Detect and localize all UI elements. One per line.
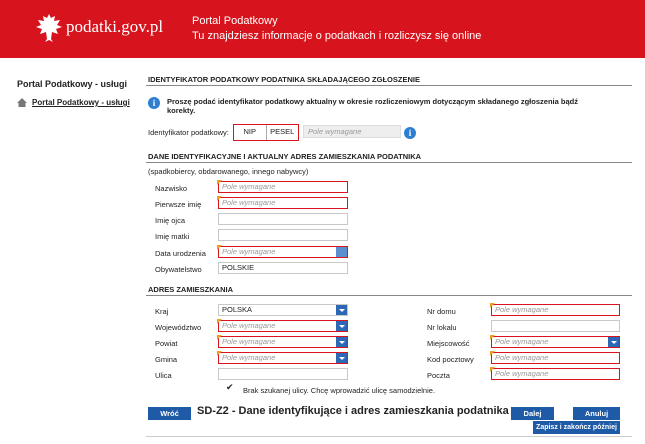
voivodeship-select[interactable]: Pole wymagane xyxy=(218,320,348,332)
nip-option[interactable]: NIP xyxy=(234,125,267,140)
chevron-down-icon[interactable] xyxy=(336,305,347,315)
country-select[interactable]: POLSKA xyxy=(218,304,348,316)
chevron-down-icon[interactable] xyxy=(336,321,347,331)
header-title: Portal Podatkowy xyxy=(192,15,278,27)
divider xyxy=(146,162,632,163)
apartment-number-input[interactable] xyxy=(491,320,620,332)
personal-note: (spadkobiercy, obdarowanego, innego nabywcy) xyxy=(148,167,309,176)
street-input[interactable] xyxy=(218,368,348,380)
commune-select[interactable]: Pole wymagane xyxy=(218,352,348,364)
chevron-down-icon[interactable] xyxy=(608,337,619,347)
post-office-label: Poczta xyxy=(427,371,450,380)
identifier-input[interactable]: Pole wymagane xyxy=(303,125,401,138)
next-button[interactable]: Dalej xyxy=(511,407,554,420)
section-title-identifier: IDENTYFIKATOR PODATKOWY PODATNIKA SKŁADAJĄCEGO ZGŁOSZENIE xyxy=(148,75,420,84)
citizenship-label: Obywatelstwo xyxy=(155,265,202,274)
sidebar-link-label[interactable]: Portal Podatkowy - usługi xyxy=(32,98,130,107)
header-subtitle: Tu znajdziesz informacje o podatkach i rozliczysz się online xyxy=(192,30,482,42)
save-later-button[interactable]: Zapisz i zakończ później xyxy=(533,421,620,434)
mother-name-input[interactable] xyxy=(218,229,348,241)
divider xyxy=(146,295,632,296)
surname-label: Nazwisko xyxy=(155,184,188,193)
manual-street-label: Brak szukanej ulicy. Chcę wprowadzić ulicę samodzielnie. xyxy=(243,386,436,395)
identifier-type-toggle xyxy=(233,124,299,141)
divider xyxy=(146,85,632,86)
surname-input[interactable]: Pole wymagane xyxy=(218,181,348,193)
country-label: Kraj xyxy=(155,307,169,316)
chevron-down-icon[interactable] xyxy=(336,353,347,363)
locality-label: Miejscowość xyxy=(427,339,470,348)
house-number-input[interactable]: Pole wymagane xyxy=(491,304,620,316)
county-select[interactable]: Pole wymagane xyxy=(218,336,348,348)
father-name-label: Imię ojca xyxy=(155,216,186,225)
post-office-input[interactable]: Pole wymagane xyxy=(491,368,620,380)
divider xyxy=(146,436,632,437)
locality-select[interactable]: Pole wymagane xyxy=(491,336,620,348)
postal-code-label: Kod pocztowy xyxy=(427,355,474,364)
postal-code-input[interactable]: Pole wymagane xyxy=(491,352,620,364)
first-name-input[interactable]: Pole wymagane xyxy=(218,197,348,209)
pesel-option[interactable]: PESEL xyxy=(270,127,295,136)
citizenship-input[interactable]: POLSKIE xyxy=(218,262,348,274)
form-title: SD-Z2 - Dane identyfikujące i adres zamieszkania podatnika xyxy=(197,405,509,417)
birth-date-label: Data urodzenia xyxy=(155,249,206,258)
birth-date-input[interactable]: Pole wymagane xyxy=(218,246,348,258)
eagle-icon xyxy=(35,12,63,44)
home-icon xyxy=(17,98,27,107)
identifier-info-text: Proszę podać identyfikator podatkowy aktualny w okresie rozliczeniowym dotyczącym składanego zgłoszenia bądź korekty. xyxy=(167,97,578,115)
chevron-down-icon[interactable] xyxy=(336,337,347,347)
site-logo[interactable]: podatki.gov.pl xyxy=(66,17,164,36)
calendar-icon[interactable] xyxy=(336,247,347,257)
voivodeship-label: Województwo xyxy=(155,323,202,332)
apartment-number-label: Nr lokalu xyxy=(427,323,457,332)
section-title-address: ADRES ZAMIESZKANIA xyxy=(148,285,234,294)
identifier-label: Identyfikator podatkowy: xyxy=(148,128,229,137)
cancel-button[interactable]: Anuluj xyxy=(573,407,620,420)
checkbox-checked-icon[interactable]: ✔ xyxy=(226,382,234,392)
info-icon[interactable]: i xyxy=(404,127,416,139)
sidebar-item-portal[interactable] xyxy=(17,98,130,107)
mother-name-label: Imię matki xyxy=(155,232,190,241)
sidebar-title: Portal Podatkowy - usługi xyxy=(17,79,128,89)
commune-label: Gmina xyxy=(155,355,178,364)
site-header xyxy=(0,0,645,58)
info-icon: i xyxy=(148,97,160,109)
street-label: Ulica xyxy=(155,371,172,380)
section-title-personal: DANE IDENTYFIKACYJNE I AKTUALNY ADRES ZAMIESZKANIA PODATNIKA xyxy=(148,152,422,161)
back-button[interactable]: Wróć xyxy=(148,407,191,420)
county-label: Powiat xyxy=(155,339,178,348)
house-number-label: Nr domu xyxy=(427,307,456,316)
first-name-label: Pierwsze imię xyxy=(155,200,202,209)
father-name-input[interactable] xyxy=(218,213,348,225)
